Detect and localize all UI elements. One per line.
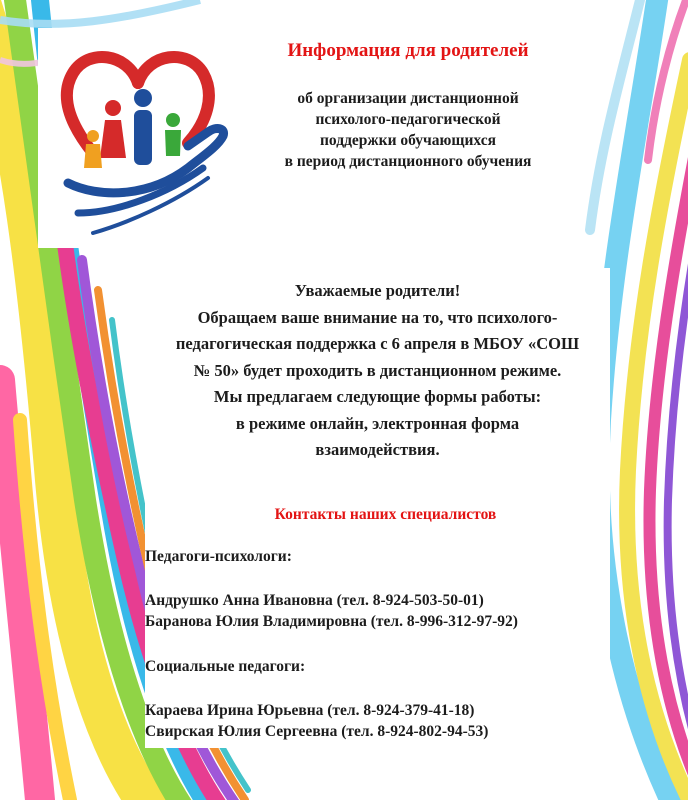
psychologist-contact: Андрушко Анна Ивановна (тел. 8-924-503-50-01)	[145, 591, 484, 609]
intro-text	[145, 278, 610, 464]
social-pedagogue-contact: Караева Ирина Юрьевна (тел. 8-924-379-41-18)	[145, 701, 475, 719]
subtitle-line: в период дистанционного обучения	[284, 153, 532, 170]
intro-line: № 50» будет проходить в дистанционном режиме.	[193, 360, 562, 380]
intro-line: взаимодействия.	[315, 440, 440, 459]
social-pedagogue-contact: Свирская Юлия Сергеевна (тел. 8-924-802-94-53)	[145, 722, 489, 740]
social-pedagogues-label: Социальные педагоги:	[145, 657, 306, 675]
main-content-card	[145, 268, 610, 748]
header-card	[248, 30, 568, 195]
intro-line: педагогическая поддержка с 6 апреля в МБОУ «СОШ	[175, 334, 580, 353]
page-subtitle	[248, 88, 568, 172]
page-title: Информация для родителей	[287, 40, 529, 61]
subtitle-line: об организации дистанционной	[297, 90, 519, 107]
intro-line: в режиме онлайн, электронная форма	[235, 413, 520, 433]
family-heart-hand-logo	[38, 28, 238, 248]
logo-card	[38, 28, 238, 248]
contacts-heading: Контакты наших специалистов	[274, 505, 497, 523]
psychologist-contact: Баранова Юлия Владимировна (тел. 8-996-312-97-92)	[145, 612, 518, 630]
intro-line: Обращаем ваше внимание на то, что психолого-	[197, 307, 558, 327]
intro-line: Мы предлагаем следующие формы работы:	[213, 387, 542, 406]
greeting: Уважаемые родители!	[294, 281, 461, 300]
subtitle-line: психолого-педагогической	[315, 111, 501, 128]
psychologists-label: Педагоги-психологи:	[145, 547, 292, 565]
subtitle-line: поддержки обучающихся	[320, 132, 496, 149]
